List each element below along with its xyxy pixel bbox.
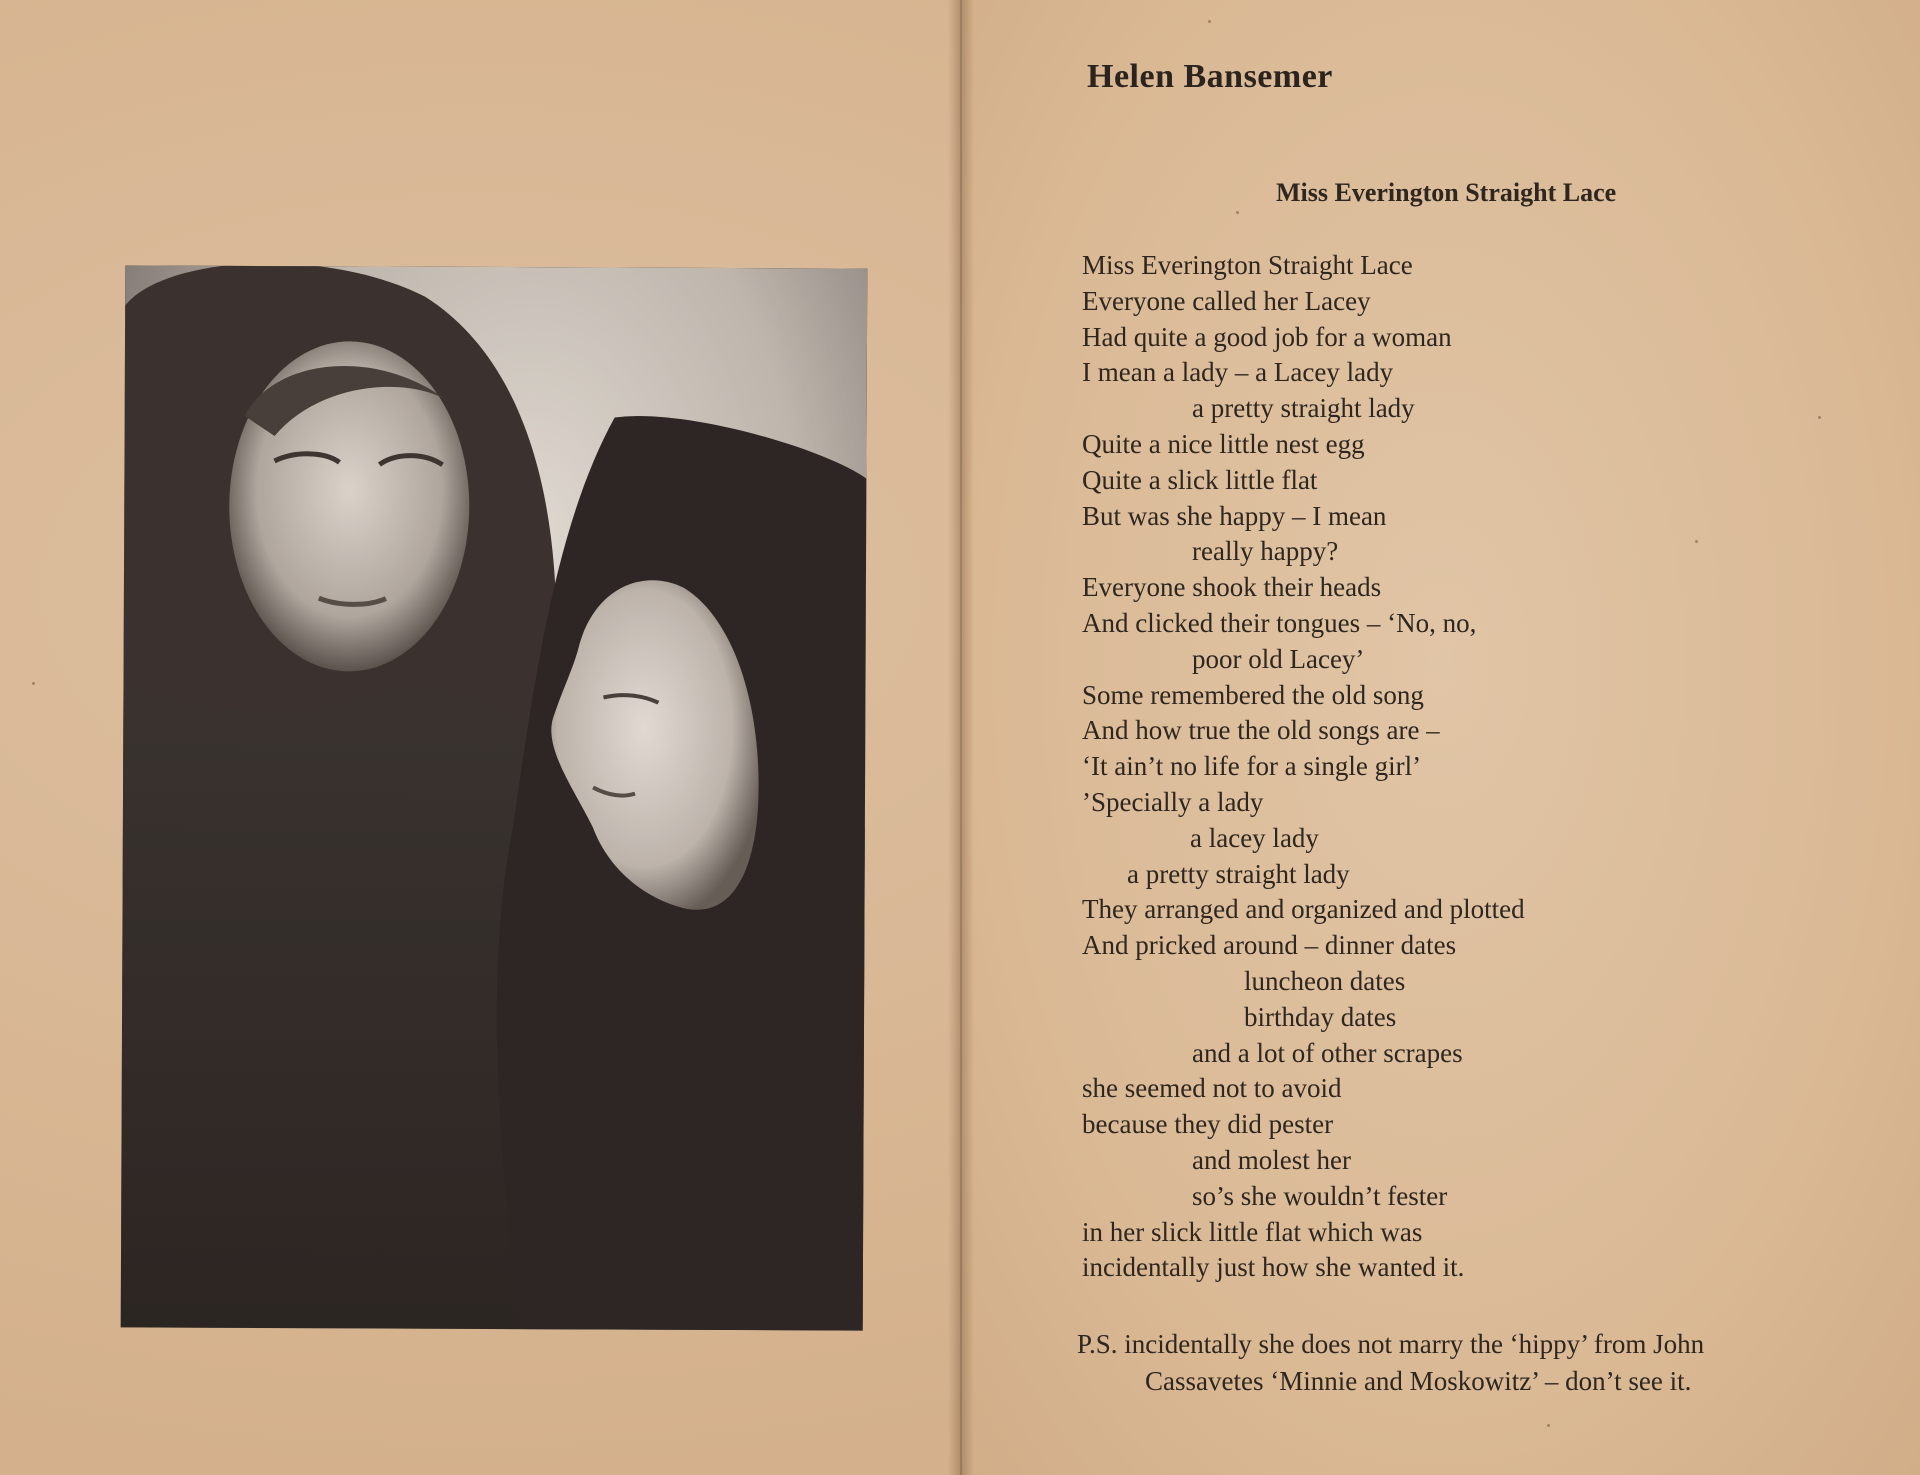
paper-speck [32, 682, 35, 685]
paper-speck [1695, 540, 1698, 543]
postscript-line-2: Cassavetes ‘Minnie and Moskowitz’ – don’t see it. [1145, 1366, 1692, 1396]
poem-title: Miss Everington Straight Lace [1276, 178, 1617, 207]
paper-speck [1818, 416, 1821, 419]
poem-line: and a lot of other scrapes [1192, 1037, 1463, 1068]
portrait-photo-icon [121, 265, 868, 1330]
portrait-photo [121, 265, 868, 1330]
poem-line: Everyone called her Lacey [1082, 285, 1371, 316]
poem-line: a pretty straight lady [1127, 858, 1350, 889]
paper-speck [1236, 211, 1239, 214]
poem-line: birthday dates [1244, 1001, 1397, 1032]
poem-line: so’s she wouldn’t fester [1192, 1180, 1448, 1211]
poem-body [1082, 248, 1525, 1286]
paper-speck [1547, 1424, 1550, 1427]
book-gutter [948, 0, 974, 1475]
poem-line: incidentally just how she wanted it. [1082, 1252, 1465, 1283]
poem-line: luncheon dates [1244, 965, 1406, 996]
poem-line: Miss Everington Straight Lace [1082, 250, 1413, 280]
poem-line: Quite a slick little flat [1082, 464, 1318, 495]
poem-line: Had quite a good job for a woman [1082, 321, 1452, 352]
author-name: Helen Bansemer [1087, 58, 1333, 95]
poem-line: really happy? [1192, 536, 1339, 567]
poem-line: ’Specially a lady [1082, 786, 1264, 817]
poem-line: she seemed not to avoid [1082, 1073, 1342, 1104]
poem-line: I mean a lady – a Lacey lady [1082, 357, 1394, 388]
paper-speck [1208, 20, 1211, 23]
poem-line: a lacey lady [1190, 822, 1319, 853]
poem-line: poor old Lacey’ [1192, 643, 1365, 674]
poem-line: And how true the old songs are – [1082, 715, 1440, 746]
poem-line: Quite a nice little nest egg [1082, 428, 1365, 459]
poem-line: They arranged and organized and plotted [1082, 894, 1525, 925]
poem-line: Some remembered the old song [1082, 679, 1424, 710]
poem-line: And pricked around – dinner dates [1082, 930, 1457, 961]
postscript [1077, 1326, 1817, 1400]
poem-line: because they did pester [1082, 1109, 1334, 1140]
poem-line: And clicked their tongues – ‘No, no, [1082, 607, 1477, 638]
poem-line: and molest her [1192, 1144, 1351, 1175]
poem-line: But was she happy – I mean [1082, 500, 1387, 531]
poem-line: Everyone shook their heads [1082, 572, 1382, 603]
postscript-line-1: P.S. incidentally she does not marry the ‘hippy’ from John [1077, 1329, 1705, 1359]
poem-line: in her slick little flat which was [1082, 1216, 1423, 1247]
poem-line: a pretty straight lady [1192, 393, 1415, 424]
poem-line: ‘It ain’t no life for a single girl’ [1082, 751, 1422, 782]
